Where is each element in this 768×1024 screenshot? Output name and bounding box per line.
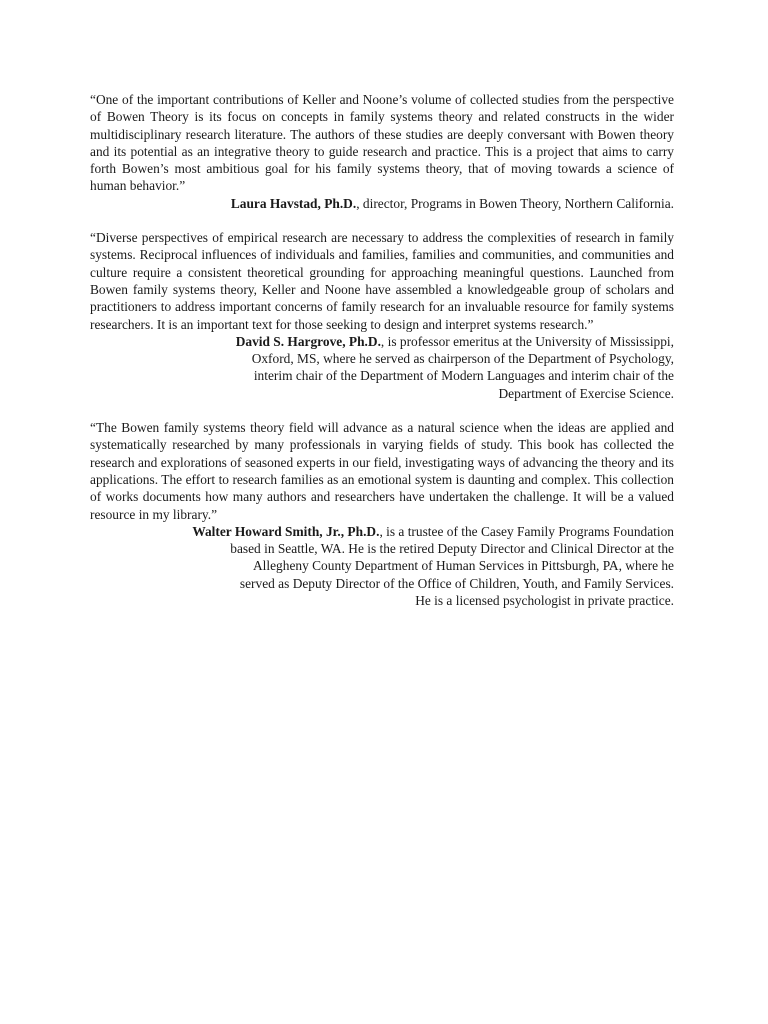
testimonial-attribution xyxy=(90,195,674,212)
testimonial-quote: “The Bowen family systems theory field will advance as a natural science when the ideas are applied and systematically researched by many professionals in varying fields of study. This book has collected the research and explorations of seasoned experts in our field, investigating ways of advancing the theory and its applications. The effort to research families as an emotional system is daunting and complex. This collection of works documents how many authors and researchers have undertaken the challenge. It will be a valued resource in my library.” xyxy=(90,420,674,522)
endorsements xyxy=(90,91,674,626)
testimonial-havstad xyxy=(90,91,674,212)
testimonial-quote: “One of the important contributions of Keller and Noone’s volume of collected studies from the perspective of Bowen Theory is its focus on concepts in family systems theory and related constructs in the wider multidisciplinary research literature. The authors of these studies are deeply conversant with Bowen theory and its potential as an integrative theory to guide research and practice. This is a project that aims to carry forth Bowen’s most ambitious goal for his family systems theory, that of moving towards a science of human behavior.” xyxy=(90,92,674,194)
attribution-line xyxy=(90,195,674,212)
author-name: Laura Havstad, Ph.D. xyxy=(230,195,357,211)
testimonial-hargrove xyxy=(90,229,674,402)
testimonial-attribution xyxy=(90,333,674,402)
author-bio: , is professor emeritus at the University of Mississippi, xyxy=(380,333,674,349)
attribution-line: Oxford, MS, where he served as chairperson of the Department of Psychology, xyxy=(251,351,674,367)
author-name: Walter Howard Smith, Jr., Ph.D. xyxy=(192,523,380,539)
author-name: David S. Hargrove, Ph.D. xyxy=(235,333,381,349)
attribution-line: based in Seattle, WA. He is the retired Deputy Director and Clinical Director at the xyxy=(230,541,674,557)
testimonial-attribution xyxy=(90,523,674,609)
attribution-line: Department of Exercise Science. xyxy=(498,385,674,401)
testimonial-smith xyxy=(90,419,674,609)
attribution-line: interim chair of the Department of Modern Languages and interim chair of the xyxy=(253,368,674,384)
testimonial-quote: “Diverse perspectives of empirical research are necessary to address the complexities of research in family systems. Reciprocal influences of individuals and families, families and communities, and communities and culture require a consistent theoretical grounding for approaching meaningful questions. Launched from Bowen family systems theory, Keller and Noone have assembled a knowledgeable group of scholars and practitioners to address important concerns of family research for an invaluable resource for family systems researchers. It is an important text for those seeking to design and interpret systems research.” xyxy=(90,230,674,332)
author-bio: , director, Programs in Bowen Theory, Northern California. xyxy=(356,195,674,211)
attribution-line xyxy=(90,333,674,350)
attribution-line: served as Deputy Director of the Office of Children, Youth, and Family Services. xyxy=(239,575,674,591)
attribution-line: He is a licensed psychologist in private practice. xyxy=(415,593,674,609)
attribution-line: Allegheny County Department of Human Services in Pittsburgh, PA, where he xyxy=(253,558,674,574)
author-bio: , is a trustee of the Casey Family Programs Foundation xyxy=(379,523,674,539)
attribution-line xyxy=(90,523,674,540)
